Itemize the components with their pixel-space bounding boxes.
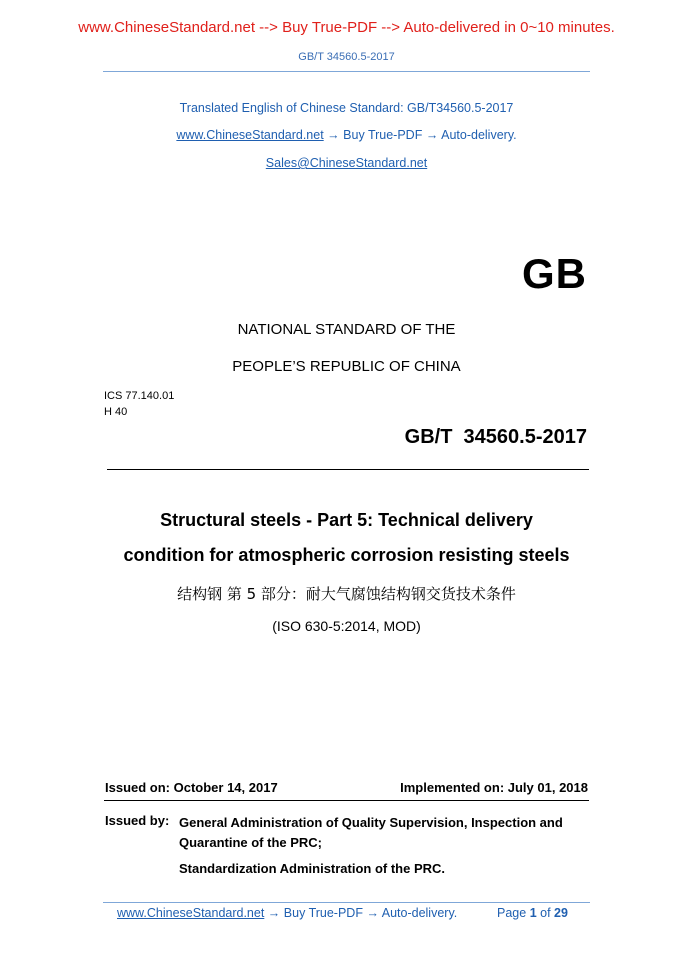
auto-delivery-text: Auto-delivery. [441, 128, 517, 142]
ccs-code: H 40 [104, 406, 128, 418]
standard-number [405, 426, 587, 449]
email-link[interactable]: Sales@ChineseStandard.net [265, 156, 428, 170]
arrow-icon: → [327, 128, 340, 142]
site-link[interactable]: www.ChineseStandard.net [176, 128, 324, 142]
standard-number-text: GB/T 34560.5-2017 [404, 426, 587, 448]
dates-divider [104, 800, 589, 801]
page-total: 29 [554, 906, 568, 920]
national-standard-line2: PEOPLE’S REPUBLIC OF CHINA [232, 358, 461, 375]
gb-logo: GB [522, 250, 587, 297]
iso-reference: (ISO 630-5:2014, MOD) [272, 618, 421, 634]
title-divider [107, 469, 589, 470]
title-chinese: 结构钢 第 5 部分：耐大气腐蚀结构钢交货技术条件 [177, 585, 516, 603]
ics-code: ICS 77.140.01 [104, 390, 175, 402]
footer-site-link[interactable]: www.ChineseStandard.net [117, 906, 265, 920]
footer-auto-text: Auto-delivery. [381, 906, 458, 920]
classification-codes [104, 388, 174, 420]
header-doc-code: GB/T 34560.5-2017 [298, 51, 395, 63]
title-line2: condition for atmospheric corrosion resisting steels [123, 545, 570, 565]
translation-buy-line [0, 128, 693, 142]
page-current: 1 [529, 906, 537, 920]
title-line1: Structural steels - Part 5: Technical delivery [160, 510, 533, 530]
arrow-icon: → [366, 906, 379, 920]
arrow-icon: → [267, 906, 281, 920]
footer-divider [103, 902, 590, 903]
arrow-icon: → [425, 128, 439, 142]
issuer-line1: General Administration of Quality Supervision, Inspection and Quarantine of the PRC; [179, 815, 563, 850]
issued-by-label: Issued by: [105, 813, 170, 828]
header-divider [103, 71, 590, 72]
issuer-line2: Standardization Administration of the PRC. [179, 861, 446, 876]
footer-buy-line [117, 906, 457, 920]
issued-on-date: Issued on: October 14, 2017 [105, 780, 278, 795]
page-label: Page [497, 906, 527, 920]
national-standard-line1: NATIONAL STANDARD OF THE [237, 321, 456, 338]
implemented-on-date: Implemented on: July 01, 2018 [400, 780, 588, 795]
top-banner-text[interactable]: www.ChineseStandard.net --> Buy True-PDF --> Auto-delivered in 0~10 minutes. [78, 19, 615, 36]
buy-text: Buy True-PDF [343, 128, 423, 142]
email-line [0, 156, 693, 170]
page-indicator [497, 906, 568, 920]
of-label: of [540, 906, 551, 920]
translation-note: Translated English of Chinese Standard: GB/T34560.5-2017 [179, 101, 514, 115]
top-banner[interactable] [0, 19, 693, 36]
footer-buy-text: Buy True-PDF [283, 906, 363, 920]
